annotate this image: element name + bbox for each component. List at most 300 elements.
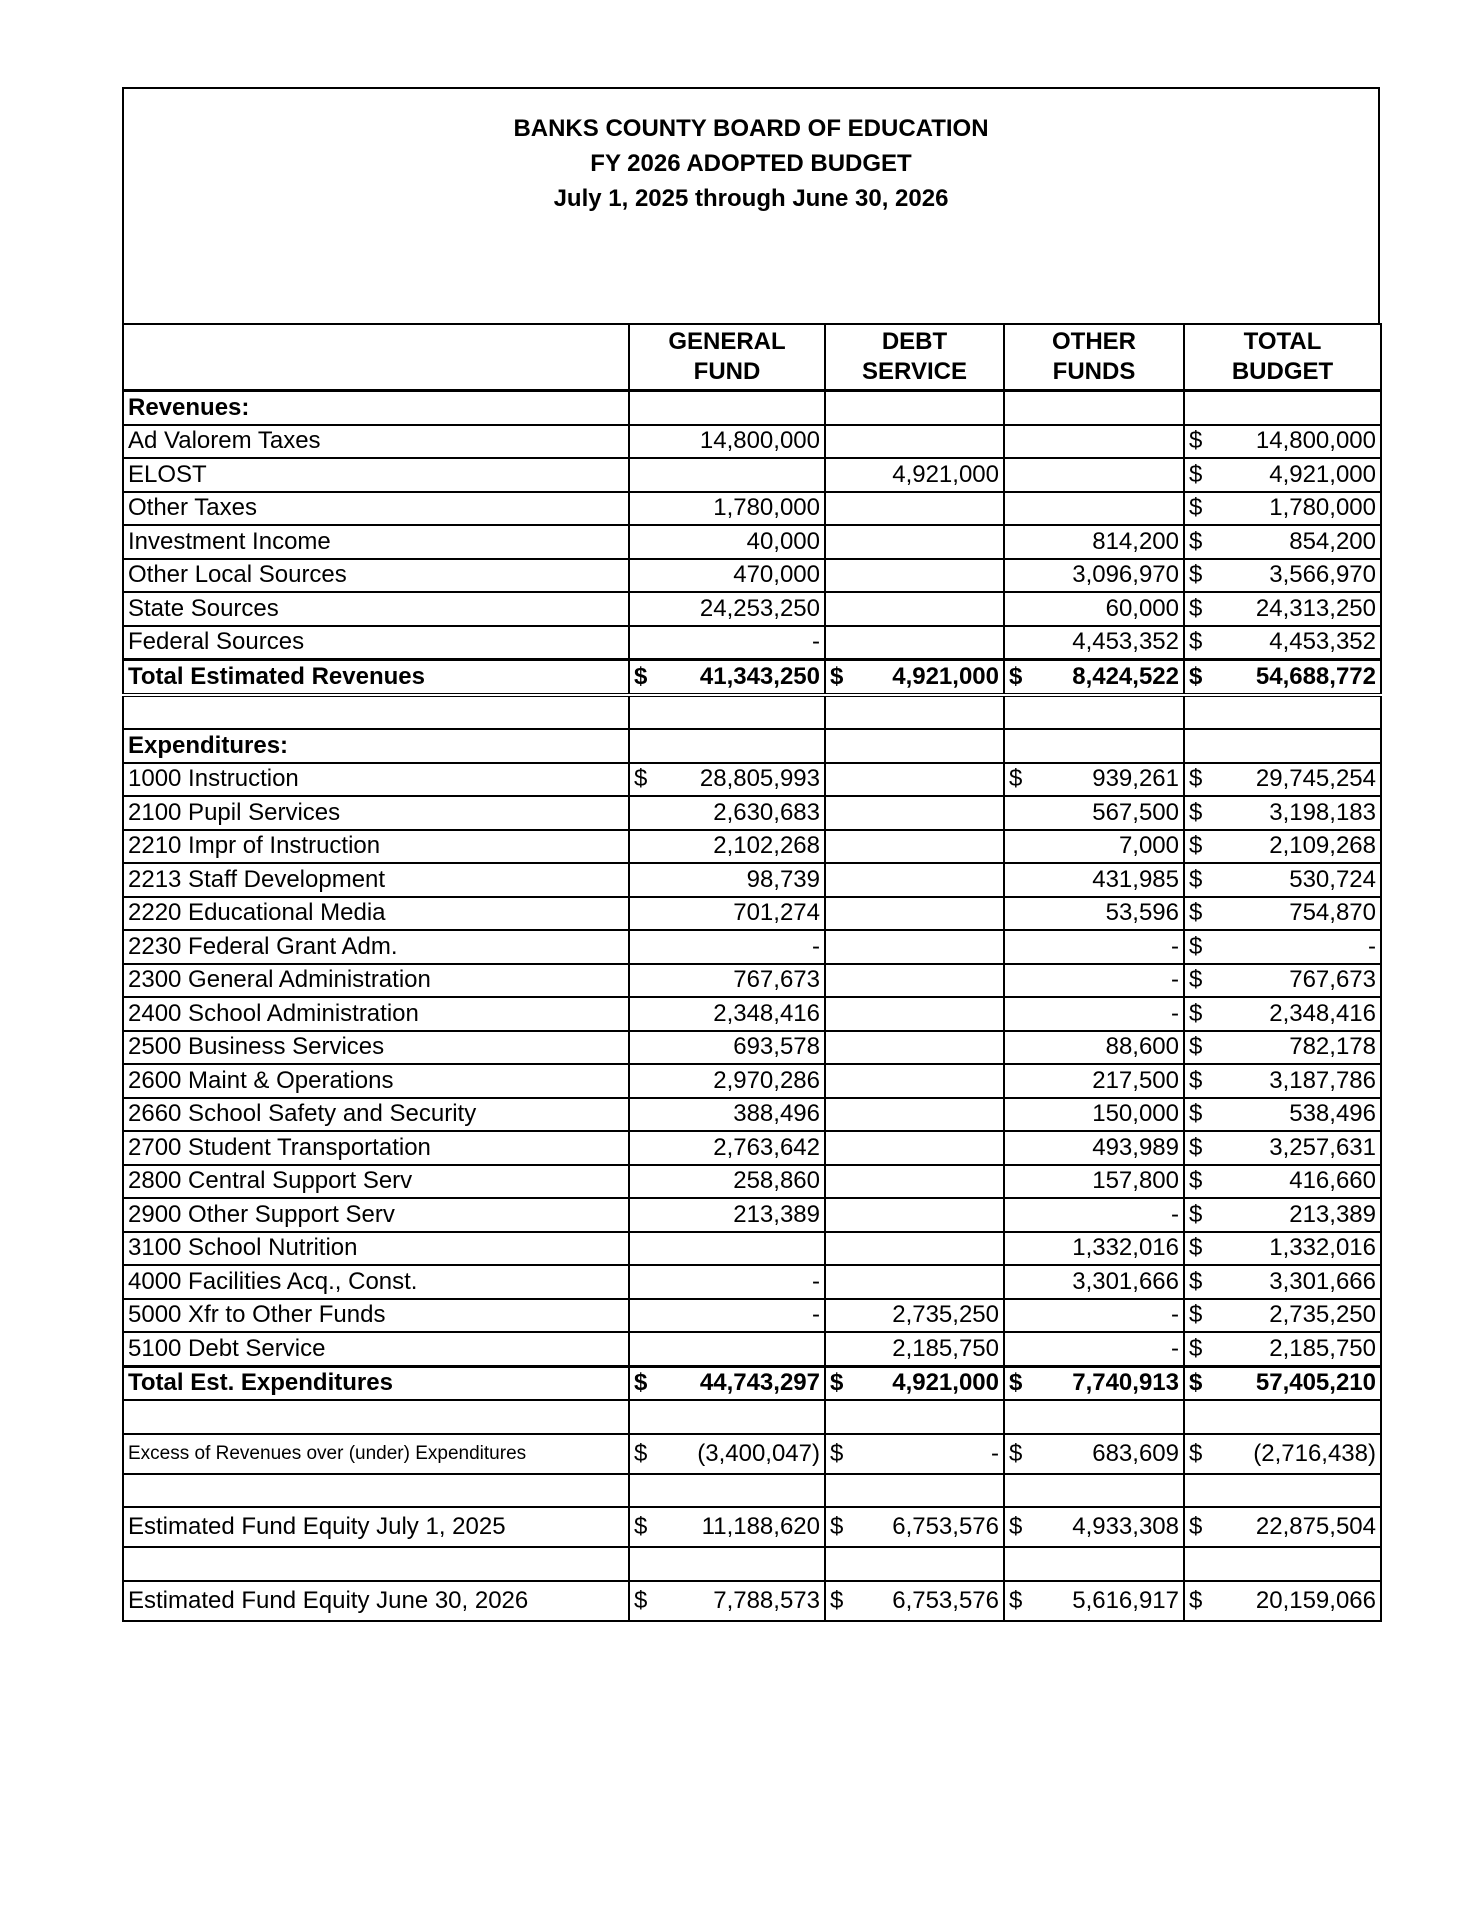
blank-row — [123, 1474, 1381, 1508]
equity-end-row-general-cell — [629, 1581, 825, 1621]
debt-service-cell — [825, 525, 1004, 559]
amount: 3,187,786 — [1269, 1066, 1376, 1094]
expenditure-label — [123, 1265, 629, 1299]
currency-symbol: $ — [1189, 1033, 1203, 1061]
header-other-funds: OTHER FUNDS — [1004, 324, 1184, 391]
total-budget-cell — [1184, 1098, 1381, 1132]
currency-symbol: $ — [1189, 1234, 1203, 1262]
expenditure-row — [123, 1332, 1381, 1366]
debt-service-cell — [825, 458, 1004, 492]
row-label: 3100 School Nutrition — [128, 1234, 358, 1262]
expenditures-heading-row — [123, 729, 1381, 763]
total-budget-cell — [1184, 1299, 1381, 1333]
other-funds-cell — [1004, 1064, 1184, 1098]
amount: 258,860 — [733, 1167, 820, 1195]
equity-start-row-debt-cell — [825, 1507, 1004, 1547]
debt-service-cell — [825, 930, 1004, 964]
blank-cell — [629, 729, 825, 763]
general-fund-cell — [629, 458, 825, 492]
amount: 1,780,000 — [1269, 494, 1376, 522]
currency-symbol: $ — [1189, 1369, 1203, 1397]
amount: 3,301,666 — [1072, 1267, 1179, 1295]
total-revenues-label — [123, 660, 629, 695]
amount: 431,985 — [1092, 865, 1179, 893]
excess-row-label — [123, 1434, 629, 1474]
expenditure-row — [123, 763, 1381, 797]
debt-service-cell — [825, 626, 1004, 660]
amount: 1,332,016 — [1072, 1234, 1179, 1262]
currency-symbol: $ — [1189, 999, 1203, 1027]
blank-cell — [629, 1547, 825, 1581]
amount: 3,096,970 — [1072, 561, 1179, 589]
debt-service-cell — [825, 425, 1004, 459]
amount: 29,745,254 — [1255, 765, 1376, 793]
expenditure-label — [123, 1332, 629, 1366]
equity-end-row-debt-cell — [825, 1581, 1004, 1621]
amount: - — [1171, 966, 1179, 994]
amount: 4,453,352 — [1269, 628, 1376, 656]
general-fund-cell — [629, 997, 825, 1031]
amount: 1,332,016 — [1269, 1234, 1376, 1262]
currency-symbol: $ — [1189, 1133, 1203, 1161]
row-label: Expenditures: — [128, 731, 289, 759]
currency-symbol: $ — [830, 1513, 844, 1540]
amount: 4,921,000 — [892, 662, 999, 690]
row-label: Estimated Fund Equity June 30, 2026 — [128, 1586, 529, 1614]
amount: 213,389 — [733, 1200, 820, 1228]
row-label: 2300 General Administration — [128, 966, 431, 994]
total-other-cell — [1004, 1366, 1184, 1400]
revenue-row — [123, 425, 1381, 459]
amount: 6,753,576 — [892, 1513, 999, 1540]
row-label: 2213 Staff Development — [128, 865, 386, 893]
currency-symbol: $ — [1009, 1439, 1023, 1467]
debt-service-cell — [825, 863, 1004, 897]
currency-symbol: $ — [1189, 460, 1203, 488]
currency-symbol: $ — [1189, 1267, 1203, 1295]
other-funds-cell — [1004, 830, 1184, 864]
expenditure-row — [123, 863, 1381, 897]
amount: 4,921,000 — [892, 460, 999, 488]
other-funds-cell — [1004, 1332, 1184, 1366]
general-fund-cell — [629, 1332, 825, 1366]
row-label: 4000 Facilities Acq., Const. — [128, 1267, 418, 1295]
excess-row-total-cell — [1184, 1434, 1381, 1474]
amount: 754,870 — [1289, 899, 1376, 927]
total-total-cell — [1184, 660, 1381, 695]
total-budget-cell — [1184, 763, 1381, 797]
debt-service-cell — [825, 559, 1004, 593]
currency-symbol: $ — [634, 662, 648, 690]
other-funds-cell — [1004, 592, 1184, 626]
expenditure-row — [123, 897, 1381, 931]
currency-symbol: $ — [1009, 1513, 1023, 1540]
currency-symbol: $ — [1189, 1439, 1203, 1467]
other-funds-cell — [1004, 897, 1184, 931]
blank-cell — [1004, 695, 1184, 730]
blank-cell — [1004, 1400, 1184, 1434]
revenue-label — [123, 559, 629, 593]
total-total-cell — [1184, 1366, 1381, 1400]
expenditure-label — [123, 1098, 629, 1132]
amount: 4,921,000 — [1269, 460, 1376, 488]
amount: 88,600 — [1105, 1033, 1179, 1061]
general-fund-cell — [629, 763, 825, 797]
debt-service-cell — [825, 796, 1004, 830]
amount: 8,424,522 — [1072, 662, 1179, 690]
total-expenditures-label — [123, 1366, 629, 1400]
total-budget-cell — [1184, 559, 1381, 593]
other-funds-cell — [1004, 626, 1184, 660]
debt-service-cell — [825, 1332, 1004, 1366]
amount: 157,800 — [1092, 1167, 1179, 1195]
equity-start-row-other-cell — [1004, 1507, 1184, 1547]
amount: 767,673 — [1289, 966, 1376, 994]
total-expenditures-row — [123, 1366, 1381, 1400]
general-fund-cell — [629, 1299, 825, 1333]
revenue-label — [123, 458, 629, 492]
expenditure-row — [123, 930, 1381, 964]
general-fund-cell — [629, 796, 825, 830]
amount: - — [1171, 1301, 1179, 1329]
expenditure-row — [123, 1299, 1381, 1333]
other-funds-cell — [1004, 763, 1184, 797]
expenditure-row — [123, 997, 1381, 1031]
blank-cell — [825, 695, 1004, 730]
general-fund-cell — [629, 492, 825, 526]
amount: 57,405,210 — [1255, 1369, 1376, 1397]
amount: 22,875,504 — [1255, 1513, 1376, 1540]
expenditure-label — [123, 997, 629, 1031]
currency-symbol: $ — [830, 1369, 844, 1397]
expenditure-label — [123, 1165, 629, 1199]
amount: 11,188,620 — [701, 1513, 820, 1540]
currency-symbol: $ — [1189, 932, 1203, 960]
amount: 2,185,750 — [892, 1334, 999, 1362]
equity-start-row-general-cell — [629, 1507, 825, 1547]
total-budget-cell — [1184, 796, 1381, 830]
debt-service-cell — [825, 1098, 1004, 1132]
general-fund-cell — [629, 897, 825, 931]
amount: 41,343,250 — [699, 662, 820, 690]
total-budget-cell — [1184, 964, 1381, 998]
expenditure-row — [123, 1064, 1381, 1098]
title-block — [122, 87, 1380, 323]
row-label: 2220 Educational Media — [128, 899, 386, 927]
total-budget-cell — [1184, 626, 1381, 660]
currency-symbol: $ — [830, 662, 844, 690]
amount: 2,735,250 — [892, 1301, 999, 1329]
amount: 213,389 — [1289, 1200, 1376, 1228]
debt-service-cell — [825, 964, 1004, 998]
amount: 1,780,000 — [713, 494, 820, 522]
row-label: 5100 Debt Service — [128, 1334, 326, 1362]
amount: 5,616,917 — [1072, 1586, 1179, 1614]
amount: - — [991, 1439, 999, 1467]
blank-cell — [1184, 1474, 1381, 1508]
expenditure-label — [123, 1299, 629, 1333]
expenditure-label — [123, 763, 629, 797]
blank-row — [123, 1547, 1381, 1581]
amount: 150,000 — [1092, 1100, 1179, 1128]
currency-symbol: $ — [1189, 1167, 1203, 1195]
amount: 2,102,268 — [713, 832, 820, 860]
total-budget-cell — [1184, 458, 1381, 492]
debt-service-cell — [825, 830, 1004, 864]
debt-service-cell — [825, 997, 1004, 1031]
amount: 217,500 — [1092, 1066, 1179, 1094]
amount: 782,178 — [1289, 1033, 1376, 1061]
general-fund-cell — [629, 1064, 825, 1098]
row-label: 2700 Student Transportation — [128, 1133, 431, 1161]
expenditure-label — [123, 1198, 629, 1232]
other-funds-cell — [1004, 1098, 1184, 1132]
total-budget-cell — [1184, 1198, 1381, 1232]
revenue-row — [123, 559, 1381, 593]
amount: 538,496 — [1289, 1100, 1376, 1128]
total-budget-cell — [1184, 525, 1381, 559]
blank-cell — [825, 1474, 1004, 1508]
currency-symbol: $ — [1189, 1334, 1203, 1362]
budget-table — [122, 323, 1382, 1622]
general-fund-cell — [629, 964, 825, 998]
total-budget-cell — [1184, 425, 1381, 459]
excess-row-other-cell — [1004, 1434, 1184, 1474]
blank-cell — [1184, 729, 1381, 763]
amount: 2,763,642 — [713, 1133, 820, 1161]
currency-symbol: $ — [1189, 662, 1203, 690]
amount: 470,000 — [733, 561, 820, 589]
row-label: Estimated Fund Equity July 1, 2025 — [128, 1513, 506, 1540]
blank-cell — [1184, 391, 1381, 425]
other-funds-cell — [1004, 1165, 1184, 1199]
header-debt-service: DEBT SERVICE — [825, 324, 1004, 391]
general-fund-cell — [629, 1131, 825, 1165]
amount: 20,159,066 — [1255, 1586, 1376, 1614]
currency-symbol: $ — [634, 1439, 648, 1467]
expenditure-label — [123, 1131, 629, 1165]
general-fund-cell — [629, 930, 825, 964]
expenditure-row — [123, 964, 1381, 998]
amount: 53,596 — [1105, 899, 1179, 927]
amount: 4,921,000 — [892, 1369, 999, 1397]
row-label: Other Taxes — [128, 494, 257, 522]
amount: 40,000 — [746, 527, 820, 555]
general-fund-cell — [629, 1232, 825, 1266]
equity-end-row-label — [123, 1581, 629, 1621]
amount: 2,348,416 — [1269, 999, 1376, 1027]
other-funds-cell — [1004, 1131, 1184, 1165]
other-funds-cell — [1004, 1198, 1184, 1232]
amount: - — [812, 1301, 820, 1329]
debt-service-cell — [825, 1131, 1004, 1165]
equity-start-row-label — [123, 1507, 629, 1547]
currency-symbol: $ — [634, 1369, 648, 1397]
amount: (2,716,438) — [1253, 1439, 1376, 1467]
currency-symbol: $ — [1189, 1586, 1203, 1614]
currency-symbol: $ — [1009, 662, 1023, 690]
general-fund-cell — [629, 1198, 825, 1232]
row-label: Other Local Sources — [128, 561, 347, 589]
row-label: 5000 Xfr to Other Funds — [128, 1301, 386, 1329]
row-label: 2660 School Safety and Security — [128, 1100, 477, 1128]
total-budget-cell — [1184, 1232, 1381, 1266]
amount: 60,000 — [1105, 594, 1179, 622]
debt-service-cell — [825, 1064, 1004, 1098]
expenditure-label — [123, 796, 629, 830]
amount: - — [812, 1267, 820, 1295]
revenue-row — [123, 458, 1381, 492]
blank-cell — [629, 1400, 825, 1434]
equity-end-row — [123, 1581, 1381, 1621]
currency-symbol: $ — [634, 1513, 648, 1540]
amount: 7,740,913 — [1072, 1369, 1179, 1397]
header-general-fund: GENERAL FUND — [629, 324, 825, 391]
blank-cell — [825, 391, 1004, 425]
general-fund-cell — [629, 626, 825, 660]
currency-symbol: $ — [1189, 765, 1203, 793]
revenues-heading-row — [123, 391, 1381, 425]
total-budget-cell — [1184, 863, 1381, 897]
total-budget-cell — [1184, 1265, 1381, 1299]
expenditure-row — [123, 1232, 1381, 1266]
blank-cell — [1004, 1547, 1184, 1581]
amount: 939,261 — [1092, 765, 1179, 793]
total-budget-cell — [1184, 1165, 1381, 1199]
amount: 44,743,297 — [699, 1369, 820, 1397]
currency-symbol: $ — [1189, 527, 1203, 555]
general-fund-cell — [629, 592, 825, 626]
revenue-label — [123, 492, 629, 526]
currency-symbol: $ — [1189, 594, 1203, 622]
currency-symbol: $ — [1189, 899, 1203, 927]
expenditure-label — [123, 897, 629, 931]
expenditure-row — [123, 1265, 1381, 1299]
amount: 701,274 — [733, 899, 820, 927]
title-line-1: BANKS COUNTY BOARD OF EDUCATION — [513, 115, 989, 142]
blank-cell — [825, 1400, 1004, 1434]
expenditures-heading — [123, 729, 629, 763]
row-label: 2800 Central Support Serv — [128, 1167, 413, 1195]
debt-service-cell — [825, 763, 1004, 797]
header-blank — [123, 324, 629, 391]
total-budget-cell — [1184, 930, 1381, 964]
other-funds-cell — [1004, 964, 1184, 998]
amount: 416,660 — [1289, 1167, 1376, 1195]
debt-service-cell — [825, 592, 1004, 626]
amount: 24,253,250 — [699, 594, 820, 622]
currency-symbol: $ — [1189, 628, 1203, 656]
total-debt-cell — [825, 660, 1004, 695]
revenue-row — [123, 592, 1381, 626]
other-funds-cell — [1004, 458, 1184, 492]
debt-service-cell — [825, 897, 1004, 931]
amount: 814,200 — [1092, 527, 1179, 555]
general-fund-cell — [629, 559, 825, 593]
amount: (3,400,047) — [697, 1439, 820, 1467]
currency-symbol: $ — [1009, 1586, 1023, 1614]
blank-cell — [123, 1474, 629, 1508]
title-line-2: FY 2026 ADOPTED BUDGET — [590, 150, 912, 177]
currency-symbol: $ — [634, 1586, 648, 1614]
currency-symbol: $ — [1189, 1301, 1203, 1329]
blank-cell — [825, 729, 1004, 763]
blank-cell — [629, 695, 825, 730]
equity-end-row-other-cell — [1004, 1581, 1184, 1621]
amount: 530,724 — [1289, 865, 1376, 893]
debt-service-cell — [825, 1265, 1004, 1299]
expenditure-row — [123, 1198, 1381, 1232]
expenditure-label — [123, 930, 629, 964]
amount: 3,301,666 — [1269, 1267, 1376, 1295]
amount: 2,970,286 — [713, 1066, 820, 1094]
amount: 2,109,268 — [1269, 832, 1376, 860]
total-budget-cell — [1184, 1064, 1381, 1098]
amount: 3,566,970 — [1269, 561, 1376, 589]
currency-symbol: $ — [1189, 561, 1203, 589]
amount: - — [1171, 999, 1179, 1027]
general-fund-cell — [629, 1098, 825, 1132]
amount: 7,000 — [1118, 832, 1179, 860]
debt-service-cell — [825, 1198, 1004, 1232]
expenditure-label — [123, 1232, 629, 1266]
amount: - — [1368, 932, 1376, 960]
expenditure-row — [123, 1131, 1381, 1165]
revenues-heading — [123, 391, 629, 425]
revenue-row — [123, 525, 1381, 559]
currency-symbol: $ — [1189, 427, 1203, 455]
amount: 767,673 — [733, 966, 820, 994]
amount: 2,630,683 — [713, 798, 820, 826]
row-label: State Sources — [128, 594, 279, 622]
amount: - — [1171, 1200, 1179, 1228]
revenue-label — [123, 425, 629, 459]
total-debt-cell — [825, 1366, 1004, 1400]
amount: 2,348,416 — [713, 999, 820, 1027]
equity-start-row — [123, 1507, 1381, 1547]
total-budget-cell — [1184, 492, 1381, 526]
row-label: 2100 Pupil Services — [128, 798, 341, 826]
title-line-3: July 1, 2025 through June 30, 2026 — [553, 185, 949, 212]
amount: 4,933,308 — [1072, 1513, 1179, 1540]
other-funds-cell — [1004, 525, 1184, 559]
revenue-label — [123, 626, 629, 660]
revenue-row — [123, 626, 1381, 660]
other-funds-cell — [1004, 425, 1184, 459]
other-funds-cell — [1004, 492, 1184, 526]
other-funds-cell — [1004, 997, 1184, 1031]
revenue-row — [123, 492, 1381, 526]
blank-cell — [123, 695, 629, 730]
currency-symbol: $ — [830, 1586, 844, 1614]
blank-cell — [1184, 695, 1381, 730]
currency-symbol: $ — [830, 1439, 844, 1467]
expenditure-row — [123, 1031, 1381, 1065]
row-label: 1000 Instruction — [128, 765, 299, 793]
blank-cell — [123, 1547, 629, 1581]
general-fund-cell — [629, 425, 825, 459]
amount: 3,257,631 — [1269, 1133, 1376, 1161]
other-funds-cell — [1004, 559, 1184, 593]
blank-row — [123, 1400, 1381, 1434]
expenditure-row — [123, 796, 1381, 830]
currency-symbol: $ — [1189, 798, 1203, 826]
blank-cell — [1004, 729, 1184, 763]
currency-symbol: $ — [1189, 966, 1203, 994]
currency-symbol: $ — [1189, 494, 1203, 522]
blank-row — [123, 695, 1381, 730]
currency-symbol: $ — [1189, 1100, 1203, 1128]
